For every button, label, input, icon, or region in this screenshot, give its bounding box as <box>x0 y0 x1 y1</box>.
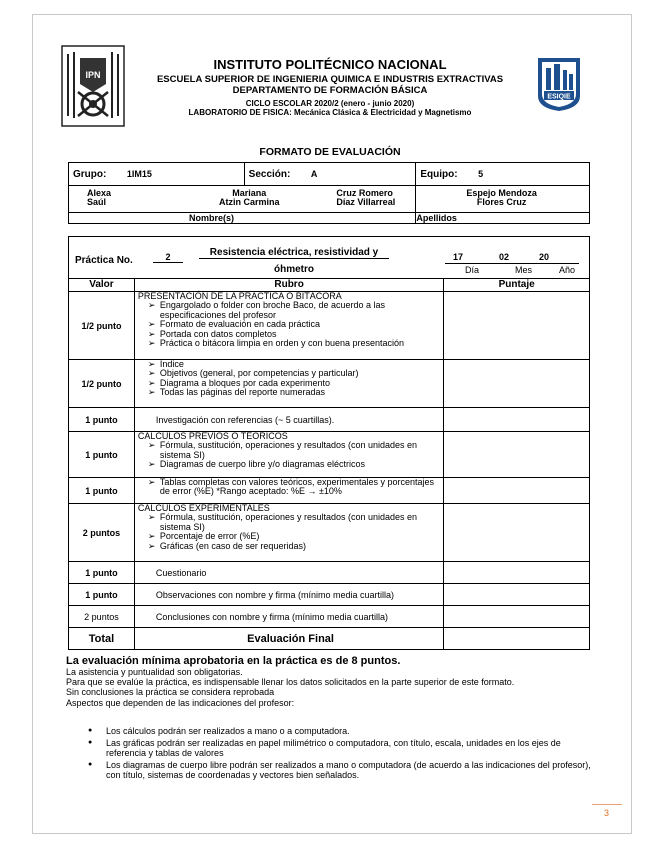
row-rubric: PRESENTACIÓN DE LA PRÁCTICA O BITÁCORA ➢ Engargolado o folder con broche Baco, de acuerdo a las especificaciones del profesor ➢ Formato de evaluación en cada práctica ➢ Portada con datos completos ➢ Práctica o bitácora limpia en orden y con buena presentación <box>134 292 443 360</box>
row-rubric: ➢ Tablas completas con valores teóricos, experimentales y porcentajes de error (%E) *Rango aceptado: %E → ±10% <box>134 478 443 504</box>
footer-rule <box>592 804 622 805</box>
note-line: Aspectos que dependen de las indicaciones del profesor: <box>66 697 295 708</box>
year-label: Año <box>559 265 576 275</box>
row-value: 1/2 punto <box>69 360 135 408</box>
score-cell[interactable] <box>444 432 590 478</box>
table-row <box>69 478 590 504</box>
surnames-column-1[interactable]: Cruz Romero Díaz Villarreal <box>336 188 396 208</box>
practice-year[interactable]: 20 <box>539 252 550 262</box>
names-label: Nombre(s) <box>189 213 235 223</box>
evaluation-table <box>68 236 590 650</box>
score-column-header: Puntaje <box>444 279 590 292</box>
practice-day[interactable]: 17 <box>453 252 464 262</box>
page-number: 3 <box>604 808 610 818</box>
surnames-column-2[interactable]: Espejo Mendoza Flores Cruz <box>466 188 537 208</box>
row-rubric: ➢ Índice ➢ Objetivos (general, por competencias y particular) ➢ Diagrama a bloques por cada experimento ➢ Todas las páginas del reporte numeradas <box>134 360 443 408</box>
day-label: Día <box>465 265 480 275</box>
practice-title-line2[interactable]: óhmetro <box>274 264 314 275</box>
svg-text:ESIQIE: ESIQIE <box>547 93 571 101</box>
group-cell <box>69 163 245 186</box>
score-cell[interactable] <box>444 584 590 606</box>
score-cell[interactable] <box>444 606 590 628</box>
row-value: 2 puntos <box>69 606 135 628</box>
note-line: La asistencia y puntualidad son obligatorias. <box>66 667 243 678</box>
practice-label: Práctica No. <box>75 255 133 266</box>
table-row <box>69 408 590 432</box>
table-row <box>69 584 590 606</box>
row-rubric: Observaciones con nombre y firma (mínimo media cuartilla) <box>134 584 443 606</box>
teacher-aspects-list <box>88 726 598 782</box>
month-label: Mes <box>515 265 533 275</box>
total-row <box>69 628 590 650</box>
final-score-cell[interactable] <box>444 628 590 650</box>
row-value: 1 punto <box>69 478 135 504</box>
form-title: FORMATO DE EVALUACIÓN <box>259 146 401 158</box>
table-row <box>69 562 590 584</box>
table-row <box>69 606 590 628</box>
esiqie-logo <box>536 56 582 112</box>
surnames-cell <box>336 186 590 224</box>
laboratory-name: LABORATORIO DE FISICA: Mecánica Clásica & Electricidad y Magnetismo <box>188 107 472 117</box>
names-column-2[interactable]: Mariana Atzin Carmina <box>219 188 280 208</box>
section-value[interactable]: A <box>310 169 318 179</box>
note-line: Para que se evalúe la práctica, es indispensable llenar los datos solicitados en la parte superior de este formato. <box>66 677 515 688</box>
score-cell[interactable] <box>444 408 590 432</box>
total-label: Total <box>69 628 135 650</box>
note-line: Sin conclusiones la práctica se considera reprobada <box>66 687 275 698</box>
list-item: ● Los diagramas de cuerpo libre podrán ser realizados a mano o computadora (de acuerdo a las indicaciones del profesor), con título, sistemas de coordenadas y vectores bien señalados. <box>88 760 598 780</box>
row-value: 1/2 punto <box>69 292 135 360</box>
names-column-1[interactable]: Alexa Saúl <box>87 188 112 208</box>
score-cell[interactable] <box>444 292 590 360</box>
minimum-grade-note: La evaluación mínima aprobatoria en la práctica es de 8 puntos. <box>66 655 401 667</box>
row-value: 2 puntos <box>69 504 135 562</box>
row-rubric: Conclusiones con nombre y firma (mínimo media cuartilla) <box>134 606 443 628</box>
row-value: 1 punto <box>69 408 135 432</box>
table-row <box>69 432 590 478</box>
value-column-header: Valor <box>69 279 135 292</box>
table-row <box>69 504 590 562</box>
practice-month[interactable]: 02 <box>499 252 510 262</box>
surnames-label: Apellidos <box>416 213 457 223</box>
row-value: 1 punto <box>69 562 135 584</box>
rubric-column-header: Rubro <box>134 279 443 292</box>
svg-text:IPN: IPN <box>85 70 101 80</box>
table-row <box>69 292 590 360</box>
list-item: ● Las gráficas podrán ser realizadas en papel milimétrico o computadora, con título, escala, unidades en los ejes de referencia y tablas de valores <box>88 738 598 758</box>
column-headers <box>69 279 590 292</box>
team-label: Equipo: <box>420 169 458 180</box>
score-cell[interactable] <box>444 504 590 562</box>
score-cell[interactable] <box>444 360 590 408</box>
table-row <box>69 360 590 408</box>
practice-header-cell <box>69 237 590 279</box>
section-cell <box>244 163 416 186</box>
section-label: Sección: <box>248 169 291 180</box>
row-rubric: CÁLCULOS EXPERIMENTALES ➢ Fórmula, sustitución, operaciones y resultados (con unidades en sistema SI) ➢ Porcentaje de error (%E) ➢ Gráficas (en caso de ser requeridas) <box>134 504 443 562</box>
list-item: ● Los cálculos podrán ser realizados a mano o a computadora. <box>88 726 598 736</box>
team-cell <box>416 163 590 186</box>
row-rubric: CALCULOS PREVIOS O TEORICOS ➢ Fórmula, sustitución, operaciones y resultados (con unidades en sistema SI) ➢ Diagramas de cuerpo libre y/o diagramas eléctricos <box>134 432 443 478</box>
notes-section <box>66 655 606 708</box>
row-value: 1 punto <box>69 432 135 478</box>
score-cell[interactable] <box>444 562 590 584</box>
group-value[interactable]: 1IM15 <box>126 169 152 179</box>
student-info-table <box>68 162 590 224</box>
row-value: 1 punto <box>69 584 135 606</box>
school-cycle: CICLO ESCOLAR 2020/2 (enero - junio 2020) <box>245 98 415 108</box>
practice-number[interactable]: 2 <box>153 252 183 263</box>
practice-title-line1[interactable]: Resistencia eléctrica, resistividad y <box>199 247 389 259</box>
ipn-logo <box>60 44 126 128</box>
group-label: Grupo: <box>73 169 107 180</box>
institution-name: INSTITUTO POLITÉCNICO NACIONAL <box>213 57 447 72</box>
team-value[interactable]: 5 <box>478 169 484 179</box>
document-header <box>130 58 530 117</box>
department-name: DEPARTAMENTO DE FORMACIÓN BÁSICA <box>232 84 428 96</box>
score-cell[interactable] <box>444 478 590 504</box>
row-rubric: Investigación con referencias (~ 5 cuartillas). <box>134 408 443 432</box>
final-evaluation-label: Evaluación Final <box>134 628 443 650</box>
row-rubric: Cuestionario <box>134 562 443 584</box>
school-name: ESCUELA SUPERIOR DE INGENIERIA QUIMICA E INDUSTRIS EXTRACTIVAS <box>156 73 504 85</box>
